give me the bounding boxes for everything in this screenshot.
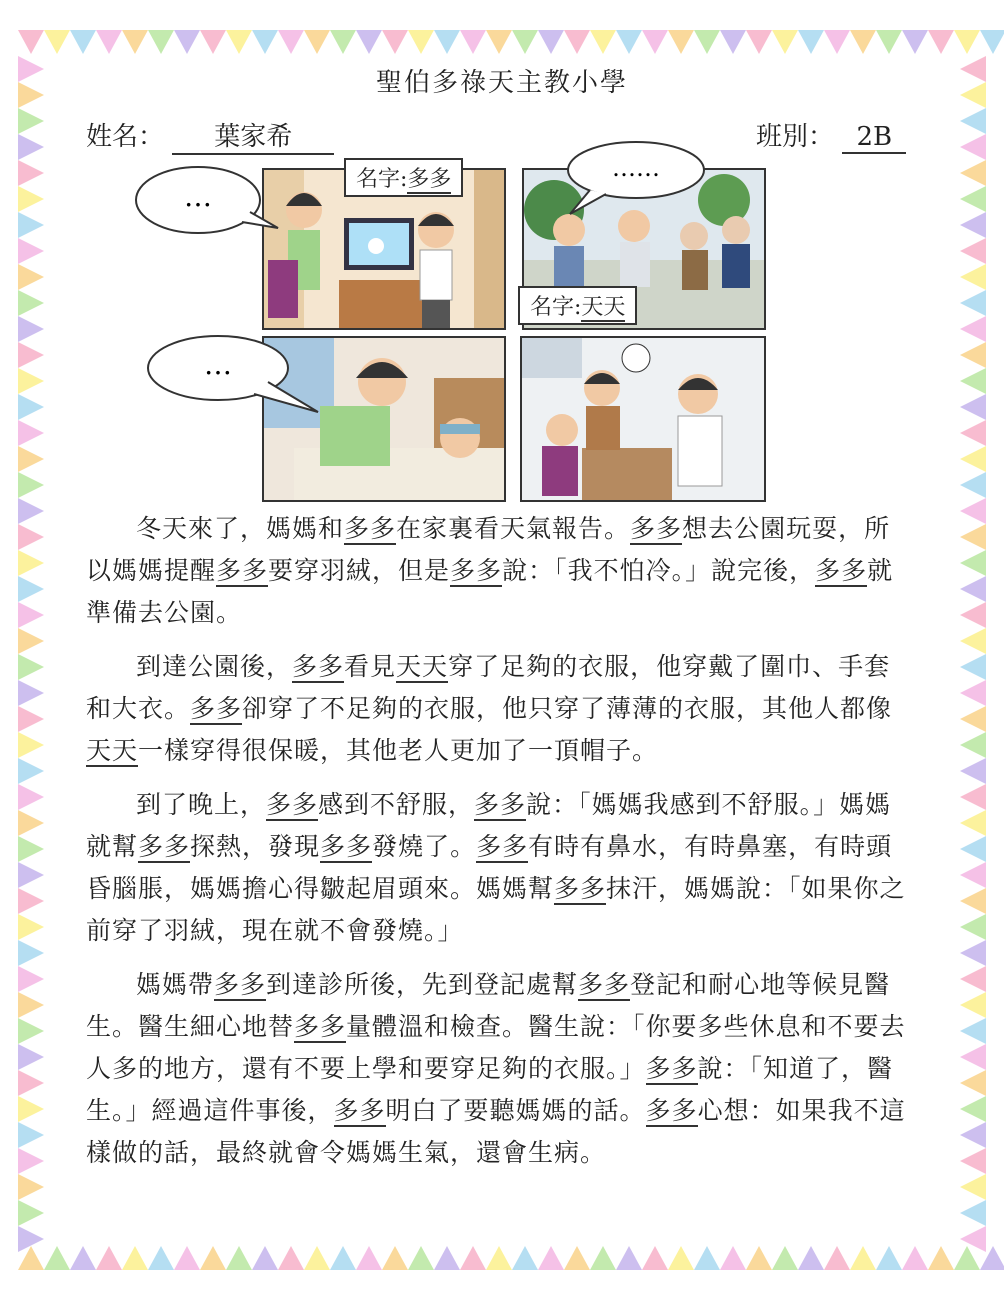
bunting-flag — [486, 30, 512, 54]
bunting-flag — [960, 628, 986, 654]
bunting-flag — [642, 1246, 668, 1270]
bunting-flag — [18, 1044, 44, 1070]
character-name: 多多 — [645, 1096, 698, 1125]
bunting-flag — [18, 160, 44, 186]
bunting-flag — [18, 30, 44, 54]
bunting-flag — [798, 30, 824, 54]
bunting-flag — [960, 524, 986, 550]
name-tag-tiantian: 名字:天天 — [518, 286, 637, 325]
story-segment: 抹汗，媽媽說：「如果你之前穿了羽絨，現在就不會發燒。」 — [86, 874, 906, 945]
story-paragraph — [86, 646, 916, 772]
bunting-flag — [18, 186, 44, 212]
bunting-flag — [960, 316, 986, 342]
bunting-flag — [798, 1246, 824, 1270]
character-name: 多多 — [578, 970, 631, 999]
bunting-flag — [960, 1226, 986, 1252]
character-name: 多多 — [292, 652, 345, 681]
bunting-flag — [18, 108, 44, 134]
bunting-flag — [18, 446, 44, 472]
bunting-flag — [18, 472, 44, 498]
name-field — [86, 116, 334, 155]
bunting-flag — [18, 862, 44, 888]
bunting-flag — [18, 888, 44, 914]
bunting-flag — [876, 30, 902, 54]
bunting-flag — [960, 1096, 986, 1122]
bunting-flag — [512, 1246, 538, 1270]
bunting-flag — [18, 1018, 44, 1044]
bunting-flag — [96, 30, 122, 54]
bunting-flag — [960, 238, 986, 264]
bunting-flag — [226, 30, 252, 54]
bunting-flag — [564, 1246, 590, 1270]
bunting-flag — [746, 1246, 772, 1270]
bunting-flag — [18, 836, 44, 862]
bunting-flag — [960, 602, 986, 628]
bunting-flag — [960, 1070, 986, 1096]
bunting-flag — [960, 134, 986, 160]
bunting-flag — [954, 1246, 980, 1270]
story-segment: 說：「我不怕冷。」說完後， — [502, 556, 816, 585]
bunting-flag — [960, 836, 986, 862]
bunting-flag — [960, 1174, 986, 1200]
bunting-flag — [304, 30, 330, 54]
bunting-flag — [70, 30, 96, 54]
bunting-flag — [960, 940, 986, 966]
bunting-flag — [642, 30, 668, 54]
character-name: 多多 — [815, 556, 868, 585]
bunting-flag — [18, 914, 44, 940]
bunting-flag — [960, 550, 986, 576]
bunting-flag — [122, 1246, 148, 1270]
bunting-flag — [278, 30, 304, 54]
bunting-flag — [18, 524, 44, 550]
bunting-flag — [408, 1246, 434, 1270]
bunting-flag — [18, 680, 44, 706]
bunting-flag — [18, 810, 44, 836]
bunting-flag — [590, 1246, 616, 1270]
character-name: 多多 — [450, 556, 503, 585]
bunting-flag — [960, 108, 986, 134]
bunting-flag — [954, 30, 980, 54]
story-segment: 看見 — [344, 652, 397, 681]
bunting-flag — [668, 30, 694, 54]
bunting-flag — [512, 30, 538, 54]
bubble-3-text: … — [204, 348, 232, 381]
bunting-flag — [148, 30, 174, 54]
story-segment: 說：「媽媽我感到不舒服。」媽媽就幫 — [86, 790, 892, 861]
bunting-flag — [18, 992, 44, 1018]
bunting-flag — [18, 342, 44, 368]
bunting-flag — [18, 1174, 44, 1200]
bunting-flag — [382, 1246, 408, 1270]
bunting-flag — [122, 30, 148, 54]
character-name: 多多 — [630, 514, 683, 543]
story-segment: 穿了足夠的衣服，他穿戴了圍巾、手套和大衣。 — [86, 652, 891, 723]
bunting-flag — [902, 1246, 928, 1270]
bunting-flag — [960, 862, 986, 888]
story-segment: 說：「知道了，醫生。」經過這件事後， — [86, 1054, 894, 1125]
bunting-flag — [226, 1246, 252, 1270]
bunting-flag — [960, 1044, 986, 1070]
bunting-flag — [960, 966, 986, 992]
bunting-flag — [960, 654, 986, 680]
bunting-flag — [960, 212, 986, 238]
character-name: 天天 — [396, 652, 449, 681]
bunting-flag — [44, 1246, 70, 1270]
bunting-flag — [18, 550, 44, 576]
bunting-flag — [70, 1246, 96, 1270]
character-name: 天天 — [86, 736, 139, 765]
bunting-flag — [460, 1246, 486, 1270]
bunting-flag — [18, 1122, 44, 1148]
bunting-flag — [960, 1018, 986, 1044]
bunting-flag — [330, 30, 356, 54]
story-segment: 感到不舒服， — [318, 790, 475, 819]
bunting-flag — [18, 212, 44, 238]
story-segment: 一樣穿得很保暖，其他老人更加了一頂帽子。 — [138, 736, 659, 765]
bunting-flag — [720, 1246, 746, 1270]
bubble-1-text: … — [184, 180, 212, 213]
character-name: 多多 — [474, 790, 527, 819]
bunting-flag — [960, 914, 986, 940]
bunting-flag — [850, 1246, 876, 1270]
story-segment: 明白了要聽媽媽的話。 — [385, 1096, 646, 1125]
bunting-flag — [694, 30, 720, 54]
bunting-flag — [18, 654, 44, 680]
bunting-flag — [720, 30, 746, 54]
class-label: 班別： — [756, 122, 835, 152]
story-segment: 到達公園後， — [136, 652, 293, 681]
bunting-flag — [616, 1246, 642, 1270]
bunting-flag — [960, 342, 986, 368]
bunting-flag — [18, 1070, 44, 1096]
bunting-flag — [18, 1200, 44, 1226]
speech-bubble-3 — [142, 332, 322, 416]
bunting-flag — [434, 1246, 460, 1270]
bunting-flag — [434, 30, 460, 54]
bunting-flag — [148, 1246, 174, 1270]
bunting-flag — [960, 160, 986, 186]
story-segment: 登記和耐心地等候見醫生。醫生細心地替 — [86, 970, 891, 1041]
bunting-flag — [746, 30, 772, 54]
bunting-flag — [460, 30, 486, 54]
bunting-flag — [356, 1246, 382, 1270]
bunting-flag — [960, 472, 986, 498]
bunting-flag — [960, 420, 986, 446]
character-name: 多多 — [333, 1096, 386, 1125]
character-name: 多多 — [216, 556, 269, 585]
bunting-flag — [960, 784, 986, 810]
bunting-flag — [18, 498, 44, 524]
story-segment: 有時有鼻水，有時鼻塞，有時頭昏腦脹，媽媽擔心得皺起眉頭來。媽媽幫 — [86, 832, 893, 903]
story-segment: 就準備去公園。 — [86, 556, 894, 627]
bunting-flag — [96, 1246, 122, 1270]
bunting-flag — [18, 420, 44, 446]
bunting-flag — [960, 446, 986, 472]
bunting-flag — [876, 1246, 902, 1270]
bunting-flag — [824, 1246, 850, 1270]
character-name: 多多 — [645, 1054, 698, 1083]
story-segment: 要穿羽絨，但是 — [268, 556, 451, 585]
class-value: 2B — [842, 122, 906, 154]
story-segment: 卻穿了不足夠的衣服，他只穿了薄薄的衣服，其他人都像 — [242, 694, 893, 723]
panel-clinic-illustration — [522, 338, 764, 500]
character-name: 多多 — [476, 832, 529, 861]
bunting-flag — [928, 30, 954, 54]
character-name: 多多 — [294, 1012, 347, 1041]
speech-bubble-1 — [132, 160, 282, 250]
bunting-flag — [18, 368, 44, 394]
bunting-flag — [174, 30, 200, 54]
bunting-flag — [616, 30, 642, 54]
story-segment: 探熱，發現 — [190, 832, 321, 861]
name-label: 姓名： — [86, 122, 165, 152]
bunting-flag — [18, 628, 44, 654]
bunting-flag — [850, 30, 876, 54]
bunting-flag — [18, 602, 44, 628]
bunting-flag — [960, 1148, 986, 1174]
bunting-flag — [18, 576, 44, 602]
school-title: 聖伯多祿天主教小學 — [375, 68, 628, 98]
bunting-flag — [960, 732, 986, 758]
bunting-flag — [960, 1122, 986, 1148]
character-name: 多多 — [344, 514, 397, 543]
comic-panel-clinic — [520, 336, 766, 502]
character-name: 多多 — [214, 970, 267, 999]
bunting-flag — [538, 30, 564, 54]
story-segment: 想去公園玩耍，所以媽媽提醒 — [86, 514, 891, 585]
bunting-flag — [18, 290, 44, 316]
story-segment: 心想：如果我不這樣做的話，最終就會令媽媽生氣，還會生病。 — [86, 1096, 906, 1167]
bunting-flag — [960, 888, 986, 914]
character-name: 多多 — [320, 832, 373, 861]
bunting-flag — [902, 30, 928, 54]
student-name: 葉家希 — [172, 116, 334, 155]
bunting-flag — [330, 1246, 356, 1270]
story-paragraph — [86, 508, 916, 634]
bunting-flag — [44, 30, 70, 54]
story-paragraph — [86, 784, 916, 952]
bunting-flag — [960, 680, 986, 706]
bunting-flag — [18, 966, 44, 992]
bunting-flag — [174, 1246, 200, 1270]
bunting-flag — [18, 264, 44, 290]
bunting-flag — [356, 30, 382, 54]
bunting-flag — [960, 576, 986, 602]
bunting-flag — [590, 30, 616, 54]
bunting-flag — [980, 30, 1004, 54]
bunting-flag — [960, 810, 986, 836]
character-name: 多多 — [190, 694, 243, 723]
story-segment: 媽媽帶 — [136, 970, 215, 999]
bunting-flag — [252, 30, 278, 54]
bunting-flag — [824, 30, 850, 54]
bunting-flag — [538, 1246, 564, 1270]
story-segment: 到達診所後，先到登記處幫 — [266, 970, 579, 999]
story-segment: 量體溫和檢查。醫生說：「你要多些休息和不要去人多的地方，還有不要上學和要穿足夠的衣服。」 — [86, 1012, 906, 1083]
bunting-flag — [18, 758, 44, 784]
bunting-flag — [960, 186, 986, 212]
bunting-flag — [960, 706, 986, 732]
class-field — [756, 116, 906, 154]
bunting-flag — [564, 30, 590, 54]
bunting-flag — [960, 498, 986, 524]
character-name: 多多 — [266, 790, 319, 819]
bunting-flag — [960, 992, 986, 1018]
bunting-flag — [486, 1246, 512, 1270]
bunting-flag — [18, 732, 44, 758]
bubble-2-text: …… — [612, 154, 660, 182]
bunting-flag — [252, 1246, 278, 1270]
bunting-flag — [960, 264, 986, 290]
bunting-flag — [668, 1246, 694, 1270]
bunting-flag — [928, 1246, 954, 1270]
bunting-flag — [200, 30, 226, 54]
speech-bubble-2 — [560, 138, 710, 218]
bunting-flag — [18, 394, 44, 420]
bunting-flag — [960, 290, 986, 316]
story-segment: 到了晚上， — [136, 790, 267, 819]
bunting-flag — [18, 238, 44, 264]
bunting-flag — [18, 134, 44, 160]
story-segment: 冬天來了，媽媽和 — [136, 514, 345, 543]
bunting-flag — [408, 30, 434, 54]
story-segment: 發燒了。 — [372, 832, 477, 861]
bunting-flag — [694, 1246, 720, 1270]
bunting-flag — [382, 30, 408, 54]
story-text — [86, 508, 916, 1186]
bunting-flag — [18, 1096, 44, 1122]
character-name: 多多 — [138, 832, 191, 861]
bunting-flag — [18, 1148, 44, 1174]
bunting-flag — [200, 1246, 226, 1270]
bunting-flag — [772, 30, 798, 54]
bunting-flag — [960, 1200, 986, 1226]
bunting-flag — [18, 706, 44, 732]
bunting-flag — [304, 1246, 330, 1270]
bunting-flag — [18, 316, 44, 342]
story-segment: 在家裏看天氣報告。 — [396, 514, 631, 543]
bunting-flag — [960, 368, 986, 394]
name-tag-duoduo: 名字:多多 — [344, 158, 463, 197]
bunting-flag — [960, 758, 986, 784]
bunting-flag — [18, 784, 44, 810]
bunting-flag — [772, 1246, 798, 1270]
character-name: 多多 — [554, 874, 607, 903]
bunting-flag — [278, 1246, 304, 1270]
bunting-flag — [960, 394, 986, 420]
story-paragraph — [86, 964, 916, 1174]
bunting-flag — [18, 940, 44, 966]
